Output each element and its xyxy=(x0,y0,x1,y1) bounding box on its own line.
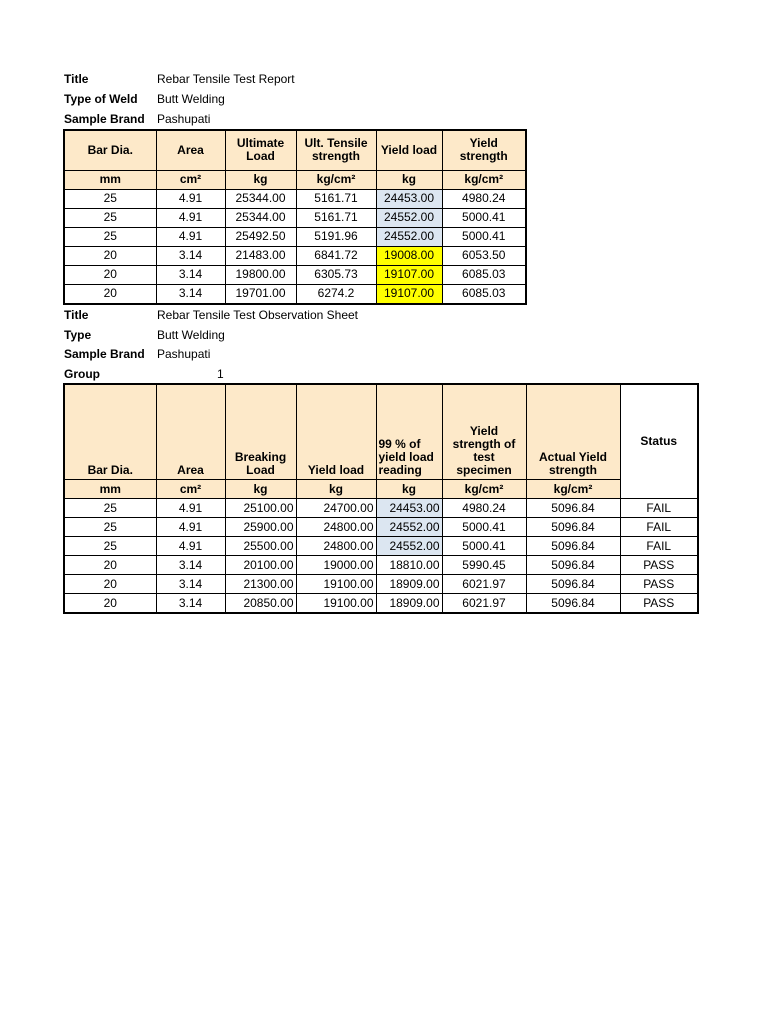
table-cell: 25 xyxy=(64,227,156,246)
unit-cell: kg xyxy=(296,480,376,499)
table-cell: 20 xyxy=(64,594,156,614)
status-cell: PASS xyxy=(620,594,698,614)
table-cell-highlight: 19008.00 xyxy=(376,246,442,265)
sheet-group-value: 1 xyxy=(217,367,224,381)
table-cell: 21483.00 xyxy=(225,246,296,265)
table-cell: 5000.41 xyxy=(442,518,526,537)
tensile-report-table xyxy=(63,129,527,305)
table-cell: 4980.24 xyxy=(442,189,526,208)
table-cell: 25900.00 xyxy=(225,518,296,537)
table-cell: 19000.00 xyxy=(296,556,376,575)
table-cell: 20 xyxy=(64,265,156,284)
table-row xyxy=(64,556,698,575)
header-breaking-load: Breaking Load xyxy=(225,384,296,480)
sheet-group-label: Group xyxy=(64,367,100,381)
table-row xyxy=(64,246,526,265)
table-cell: 20850.00 xyxy=(225,594,296,614)
table-cell: 25 xyxy=(64,537,156,556)
table-cell: 20 xyxy=(64,246,156,265)
table-cell: 3.14 xyxy=(156,594,225,614)
sheet-brand-label: Sample Brand xyxy=(64,347,145,361)
table-cell: 5990.45 xyxy=(442,556,526,575)
report-brand-value: Pashupati xyxy=(157,112,211,126)
unit-cell: kg/cm² xyxy=(526,480,620,499)
table-cell: 5000.41 xyxy=(442,537,526,556)
report-weld-label: Type of Weld xyxy=(64,92,138,106)
table-unit-row xyxy=(64,170,526,189)
table-row xyxy=(64,575,698,594)
unit-cell: kg xyxy=(376,480,442,499)
unit-cell: kg xyxy=(225,480,296,499)
header-bar-dia: Bar Dia. xyxy=(64,384,156,480)
header-yield-strength-specimen: Yield strength of test specimen xyxy=(442,384,526,480)
table-cell: 5096.84 xyxy=(526,537,620,556)
header-99-yield-load: 99 % of yield load reading xyxy=(376,384,442,480)
table-cell-highlight: 24453.00 xyxy=(376,499,442,518)
table-cell-highlight: 19107.00 xyxy=(376,265,442,284)
table-cell: 3.14 xyxy=(156,556,225,575)
status-cell: PASS xyxy=(620,556,698,575)
unit-cell: cm² xyxy=(156,170,225,189)
table-cell: 25 xyxy=(64,499,156,518)
report-title-value: Rebar Tensile Test Report xyxy=(157,72,295,86)
table-cell: 20 xyxy=(64,556,156,575)
table-header-row xyxy=(64,384,698,480)
table-cell: 25344.00 xyxy=(225,189,296,208)
table-cell: 6021.97 xyxy=(442,594,526,614)
table-cell-highlight: 24552.00 xyxy=(376,537,442,556)
table-cell: 3.14 xyxy=(156,265,225,284)
header-ult-tensile-strength: Ult. Tensile strength xyxy=(296,130,376,170)
table-cell: 19100.00 xyxy=(296,575,376,594)
sheet-type-value: Butt Welding xyxy=(157,328,225,342)
table-cell: 5096.84 xyxy=(526,556,620,575)
table-cell: 25 xyxy=(64,208,156,227)
table-row xyxy=(64,537,698,556)
table-row xyxy=(64,594,698,614)
header-bar-dia: Bar Dia. xyxy=(64,130,156,170)
table-row xyxy=(64,208,526,227)
table-cell: 5096.84 xyxy=(526,575,620,594)
table-cell: 5096.84 xyxy=(526,594,620,614)
sheet-brand-value: Pashupati xyxy=(157,347,211,361)
table-cell: 20 xyxy=(64,575,156,594)
table-cell: 6085.03 xyxy=(442,284,526,304)
table-cell: 5000.41 xyxy=(442,227,526,246)
table-cell: 20100.00 xyxy=(225,556,296,575)
sheet-title-value: Rebar Tensile Test Observation Sheet xyxy=(157,308,359,322)
table-cell: 24800.00 xyxy=(296,537,376,556)
header-area: Area xyxy=(156,384,225,480)
table-cell: 4.91 xyxy=(156,499,225,518)
table-row xyxy=(64,189,526,208)
table-cell: 18810.00 xyxy=(376,556,442,575)
unit-cell: mm xyxy=(64,480,156,499)
table-cell-highlight: 19107.00 xyxy=(376,284,442,304)
header-yield-load: Yield load xyxy=(376,130,442,170)
header-yield-load: Yield load xyxy=(296,384,376,480)
table-cell: 6274.2 xyxy=(296,284,376,304)
unit-cell: kg xyxy=(225,170,296,189)
table-unit-row xyxy=(64,480,698,499)
header-ultimate-load: Ultimate Load xyxy=(225,130,296,170)
table-cell: 5096.84 xyxy=(526,518,620,537)
unit-cell: kg xyxy=(376,170,442,189)
header-status: Status xyxy=(620,384,698,499)
table-cell: 3.14 xyxy=(156,246,225,265)
table-cell: 25500.00 xyxy=(225,537,296,556)
table-cell: 4.91 xyxy=(156,189,225,208)
sheet-type-label: Type xyxy=(64,328,92,342)
table-cell: 4.91 xyxy=(156,227,225,246)
report-weld-value: Butt Welding xyxy=(157,92,225,106)
observation-sheet-table xyxy=(63,383,699,614)
table-cell: 4980.24 xyxy=(442,499,526,518)
table-cell: 6085.03 xyxy=(442,265,526,284)
unit-cell: kg/cm² xyxy=(442,170,526,189)
table-cell-highlight: 24552.00 xyxy=(376,227,442,246)
table-cell: 19100.00 xyxy=(296,594,376,614)
table-cell: 5161.71 xyxy=(296,208,376,227)
table-cell: 5191.96 xyxy=(296,227,376,246)
table-cell: 18909.00 xyxy=(376,594,442,614)
table-cell-highlight: 24552.00 xyxy=(376,208,442,227)
header-area: Area xyxy=(156,130,225,170)
table-cell: 24800.00 xyxy=(296,518,376,537)
unit-cell: mm xyxy=(64,170,156,189)
table-cell: 5096.84 xyxy=(526,499,620,518)
unit-cell: kg/cm² xyxy=(442,480,526,499)
table-cell: 5161.71 xyxy=(296,189,376,208)
status-cell: FAIL xyxy=(620,518,698,537)
status-cell: FAIL xyxy=(620,499,698,518)
table-cell: 25 xyxy=(64,189,156,208)
table-cell: 6305.73 xyxy=(296,265,376,284)
status-cell: FAIL xyxy=(620,537,698,556)
table-cell: 4.91 xyxy=(156,537,225,556)
table-cell: 25 xyxy=(64,518,156,537)
table-cell: 3.14 xyxy=(156,284,225,304)
table-cell: 25344.00 xyxy=(225,208,296,227)
table-cell: 19701.00 xyxy=(225,284,296,304)
table-cell: 6021.97 xyxy=(442,575,526,594)
table-cell: 6053.50 xyxy=(442,246,526,265)
status-cell: PASS xyxy=(620,575,698,594)
table-cell: 25492.50 xyxy=(225,227,296,246)
table-cell: 3.14 xyxy=(156,575,225,594)
header-actual-yield-strength: Actual Yield strength xyxy=(526,384,620,480)
table-cell: 5000.41 xyxy=(442,208,526,227)
unit-cell: cm² xyxy=(156,480,225,499)
table-cell: 24700.00 xyxy=(296,499,376,518)
table-cell: 4.91 xyxy=(156,208,225,227)
unit-cell: kg/cm² xyxy=(296,170,376,189)
table-cell: 25100.00 xyxy=(225,499,296,518)
header-yield-strength: Yield strength xyxy=(442,130,526,170)
table-row xyxy=(64,518,698,537)
table-cell: 21300.00 xyxy=(225,575,296,594)
table-cell: 18909.00 xyxy=(376,575,442,594)
table-cell: 19800.00 xyxy=(225,265,296,284)
table-row xyxy=(64,265,526,284)
report-brand-label: Sample Brand xyxy=(64,112,145,126)
table-cell: 6841.72 xyxy=(296,246,376,265)
table-cell-highlight: 24453.00 xyxy=(376,189,442,208)
table-cell-highlight: 24552.00 xyxy=(376,518,442,537)
table-header-row xyxy=(64,130,526,170)
table-row xyxy=(64,227,526,246)
table-row xyxy=(64,499,698,518)
table-cell: 20 xyxy=(64,284,156,304)
table-cell: 4.91 xyxy=(156,518,225,537)
sheet-title-label: Title xyxy=(64,308,89,322)
table-row xyxy=(64,284,526,304)
report-title-label: Title xyxy=(64,72,89,86)
